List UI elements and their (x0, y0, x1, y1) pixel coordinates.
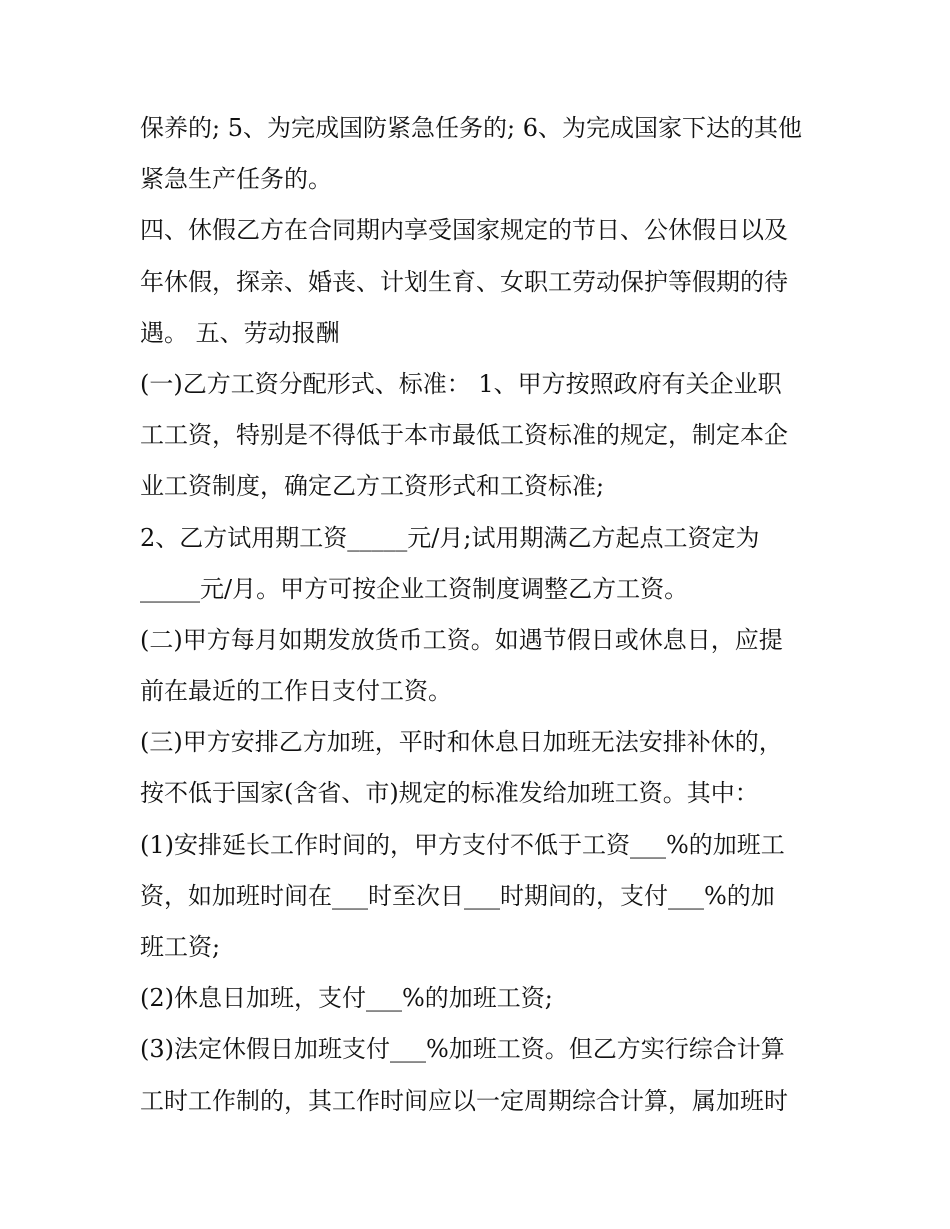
text-line: (3)法定休假日加班支付___%加班工资。但乙方实行综合计算 (140, 1035, 785, 1064)
document-body (140, 103, 820, 1127)
text-line: 工工资，特别是不得低于本市最低工资标准的规定，制定本企 (140, 421, 788, 450)
text-line: 紧急生产任务的。 (140, 165, 332, 194)
text-line: 按不低于国家(含省、市)规定的标准发给加班工资。其中： (140, 779, 759, 808)
text-line: 保养的; 5、为完成国防紧急任务的; 6、为完成国家下达的其他 (140, 114, 802, 142)
text-line: (一)乙方工资分配形式、标准： 1、甲方按照政府有关企业职 (140, 369, 782, 398)
text-line: 前在最近的工作日支付工资。 (140, 677, 452, 706)
text-line: (2)休息日加班，支付___%的加班工资; (140, 984, 553, 1013)
text-line: 工时工作制的，其工作时间应以一定周期综合计算，属加班时 (140, 1086, 788, 1115)
text-line: (三)甲方安排乙方加班，平时和休息日加班无法安排补休的， (140, 728, 783, 757)
text-line: (二)甲方每月如期发放货币工资。如遇节假日或休息日，应提 (140, 625, 783, 654)
text-line: (1)安排延长工作时间的，甲方支付不低于工资___%的加班工 (140, 830, 785, 859)
text-line: 业工资制度，确定乙方工资形式和工资标准; (140, 472, 605, 501)
text-line: 四、休假乙方在合同期内享受国家规定的节日、公休假日以及 (140, 216, 788, 245)
text-line: _____元/月。甲方可按企业工资制度调整乙方工资。 (140, 574, 689, 603)
text-line: 遇。 五、劳动报酬 (140, 318, 340, 347)
text-line: 年休假，探亲、婚丧、计划生育、女职工劳动保护等假期的待 (140, 267, 788, 296)
text-line: 资，如加班时间在___时至次日___时期间的，支付___%的加 (140, 881, 775, 910)
text-line: 2、乙方试用期工资_____元/月;试用期满乙方起点工资定为 (140, 523, 760, 552)
text-line: 班工资; (140, 933, 221, 961)
